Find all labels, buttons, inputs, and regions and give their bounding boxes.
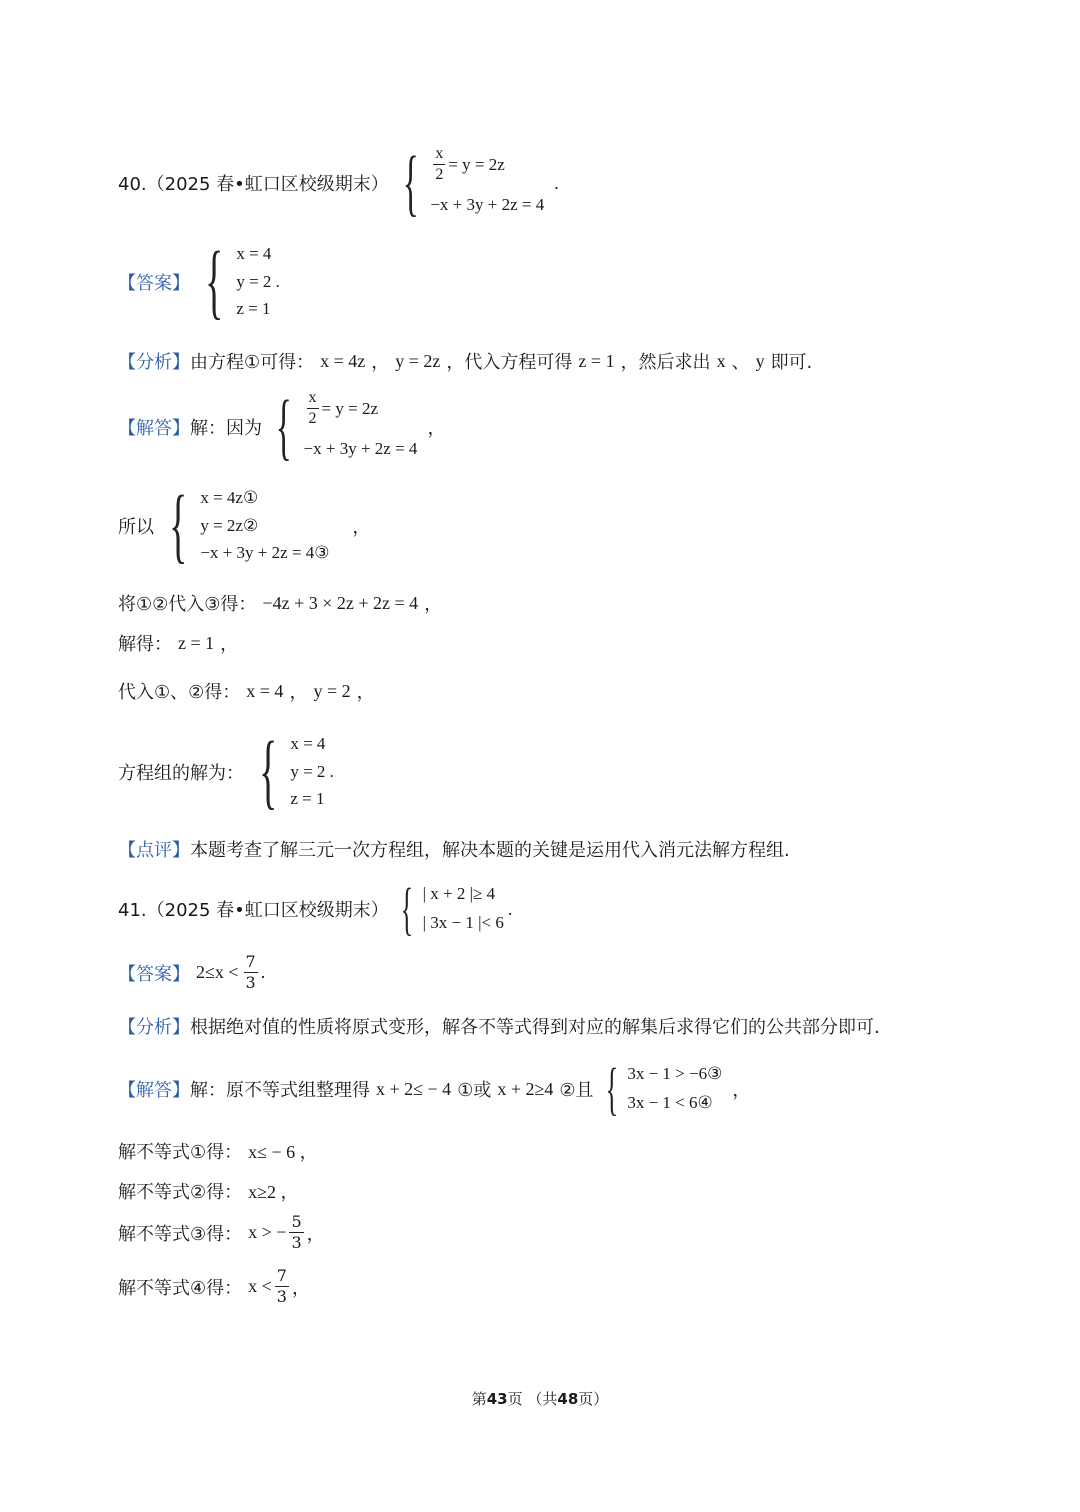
q40-comment-text: 本题考查了解三元一次方程组，解决本题的关键是运用代入消元法解方程组. — [190, 840, 790, 861]
so-row: y = 2z② — [200, 515, 259, 535]
step-label: 解得： — [118, 634, 172, 655]
q41-ineq2: | 3x − 1 |< 6 — [422, 913, 504, 932]
fraction-7-over-3: $\frac{7}{3}$ — [245, 952, 256, 992]
q40-period: . — [554, 172, 559, 193]
step-label: 解不等式②得： — [118, 1182, 243, 1203]
left-brace-icon: { — [259, 725, 278, 818]
so-row: x = 4z① — [200, 488, 259, 507]
solution-math: x + 2≥4 — [497, 1078, 554, 1099]
step-expr: x < — [248, 1276, 272, 1296]
left-brace-icon: { — [402, 142, 419, 224]
comma: ， — [291, 1277, 310, 1299]
fraction-x-over-2: $\frac{x}{2}$ — [308, 389, 317, 427]
comma: ， — [732, 1080, 751, 1101]
step-expr: x≤ − 6 ， — [248, 1142, 318, 1162]
analysis-text: ， — [371, 352, 390, 373]
q41-header-line — [118, 876, 518, 941]
analysis-math: x — [716, 350, 726, 371]
analysis-text: 、 — [731, 352, 750, 373]
answer-row: y = 2 . — [236, 271, 280, 291]
q40-header: 40.（2025 春•虹口区校级期末） — [118, 174, 389, 195]
q40-comment-tag: 【点评】 — [118, 840, 190, 861]
comma: ， — [306, 1223, 325, 1245]
comma: ， — [356, 682, 375, 703]
page-number: 43 — [486, 1390, 508, 1408]
analysis-text: 由方程①可得： — [190, 352, 315, 373]
step-expr: y = 2 — [313, 680, 351, 701]
q40-solution-system — [266, 386, 418, 468]
q40-comment-line — [118, 836, 790, 862]
q40-so-system — [158, 479, 340, 572]
q41-system — [393, 876, 504, 941]
left-brace-icon: { — [275, 386, 292, 468]
analysis-math: z = 1 — [578, 350, 615, 371]
sys-row: 3x − 1 > −6③ — [627, 1064, 723, 1083]
q41-solution-tag: 【解答】 — [118, 1080, 190, 1101]
left-brace-icon: { — [400, 876, 413, 941]
q40-answer-line — [118, 235, 284, 328]
comma: ， — [352, 517, 371, 538]
total-pages: 48 — [557, 1390, 579, 1408]
fraction-5-over-3: $\frac{5}{3}$ — [291, 1212, 302, 1252]
fraction-7-over-3: $\frac{7}{3}$ — [276, 1266, 287, 1306]
comma: ， — [289, 682, 308, 703]
answer-expr: 2≤x < — [196, 962, 239, 982]
q41-answer-tag: 【答案】 — [118, 963, 190, 985]
step-expr: z = 1 — [178, 632, 215, 653]
q41-solution-system — [598, 1056, 723, 1121]
final-label: 方程组的解为： — [118, 763, 244, 784]
q41-step2 — [118, 1178, 305, 1204]
q40-solution-tag: 【解答】 — [118, 418, 190, 439]
q40-solve-line — [118, 630, 238, 656]
fraction-x-over-2: $\frac{x}{2}$ — [435, 145, 444, 183]
comma: ， — [427, 418, 446, 439]
analysis-math: y — [755, 350, 765, 371]
q40-answer-tag: 【答案】 — [118, 273, 190, 294]
page-footer: 第43页 （共48页） — [471, 1390, 609, 1408]
q40-final-system — [248, 725, 334, 818]
final-row: x = 4 — [290, 734, 326, 753]
q41-step4 — [118, 1268, 310, 1305]
so-label: 所以 — [118, 517, 154, 538]
comma: ， — [220, 634, 239, 655]
solution-text: 解：原不等式组整理得 — [190, 1080, 370, 1101]
step-label: 解不等式①得： — [118, 1142, 243, 1163]
q41-header: 41.（2025 春•虹口区校级期末） — [118, 900, 389, 921]
step-label: 代入①、②得： — [118, 682, 241, 703]
step-expr: x > − — [248, 1222, 287, 1242]
analysis-text: ，然后求出 — [620, 352, 711, 373]
solution-text: ②且 — [559, 1080, 594, 1101]
q41-solution-line — [118, 1056, 751, 1121]
q40-eq2: −x + 3y + 2z = 4 — [303, 439, 418, 458]
q40-so-line — [118, 479, 371, 572]
q40-analysis-tag: 【分析】 — [118, 352, 190, 373]
final-row: y = 2 . — [290, 761, 334, 781]
left-brace-icon: { — [205, 235, 224, 328]
q40-header-line — [118, 142, 565, 224]
comma: ， — [424, 594, 443, 615]
q41-step3 — [118, 1214, 325, 1251]
answer-row: x = 4 — [236, 244, 272, 263]
q41-analysis-line — [118, 1013, 880, 1039]
q40-eq2: −x + 3y + 2z = 4 — [430, 195, 545, 214]
final-row: z = 1 — [290, 789, 325, 808]
q41-period: . — [507, 898, 513, 919]
step-label: 将①②代入③得： — [118, 594, 257, 615]
analysis-text: ，代入方程可得 — [446, 352, 573, 373]
q40-system — [393, 142, 545, 224]
period: . — [260, 962, 266, 982]
answer-row: z = 1 — [236, 299, 271, 318]
q40-solution-line — [118, 386, 446, 468]
so-row: −x + 3y + 2z = 4③ — [200, 543, 330, 562]
left-brace-icon: { — [169, 479, 188, 572]
analysis-text: 即可. — [770, 352, 813, 373]
analysis-math: y = 2z — [395, 350, 441, 371]
left-brace-icon: { — [605, 1056, 618, 1121]
sys-row: 3x − 1 < 6④ — [627, 1093, 713, 1112]
q40-eq1: = y = 2z — [448, 155, 505, 174]
q41-step1 — [118, 1138, 324, 1164]
q40-final-line — [118, 725, 338, 818]
q40-solution-intro: 解：因为 — [190, 418, 262, 439]
q40-eq1: = y = 2z — [321, 399, 379, 418]
step-expr: x = 4 — [246, 680, 284, 701]
step-label: 解不等式④得： — [118, 1277, 243, 1299]
q40-answer-system — [194, 235, 280, 328]
analysis-math: x = 4z — [320, 350, 366, 371]
q40-substitute-line — [118, 590, 442, 616]
q40-back-line — [118, 678, 375, 704]
step-expr: x≥2 ， — [248, 1182, 299, 1202]
solution-math: x + 2≤ − 4 — [376, 1078, 452, 1099]
q40-analysis-line — [118, 348, 812, 374]
step-label: 解不等式③得： — [118, 1223, 243, 1245]
q41-ineq1: | x + 2 |≥ 4 — [422, 884, 496, 903]
q41-analysis-tag: 【分析】 — [118, 1017, 190, 1038]
solution-text: ①或 — [457, 1080, 492, 1101]
q41-analysis-text: 根据绝对值的性质将原式变形，解各不等式得到对应的解集后求得它们的公共部分即可. — [190, 1017, 880, 1038]
q41-answer-line — [118, 954, 271, 991]
step-expr: −4z + 3 × 2z + 2z = 4 — [262, 592, 419, 613]
